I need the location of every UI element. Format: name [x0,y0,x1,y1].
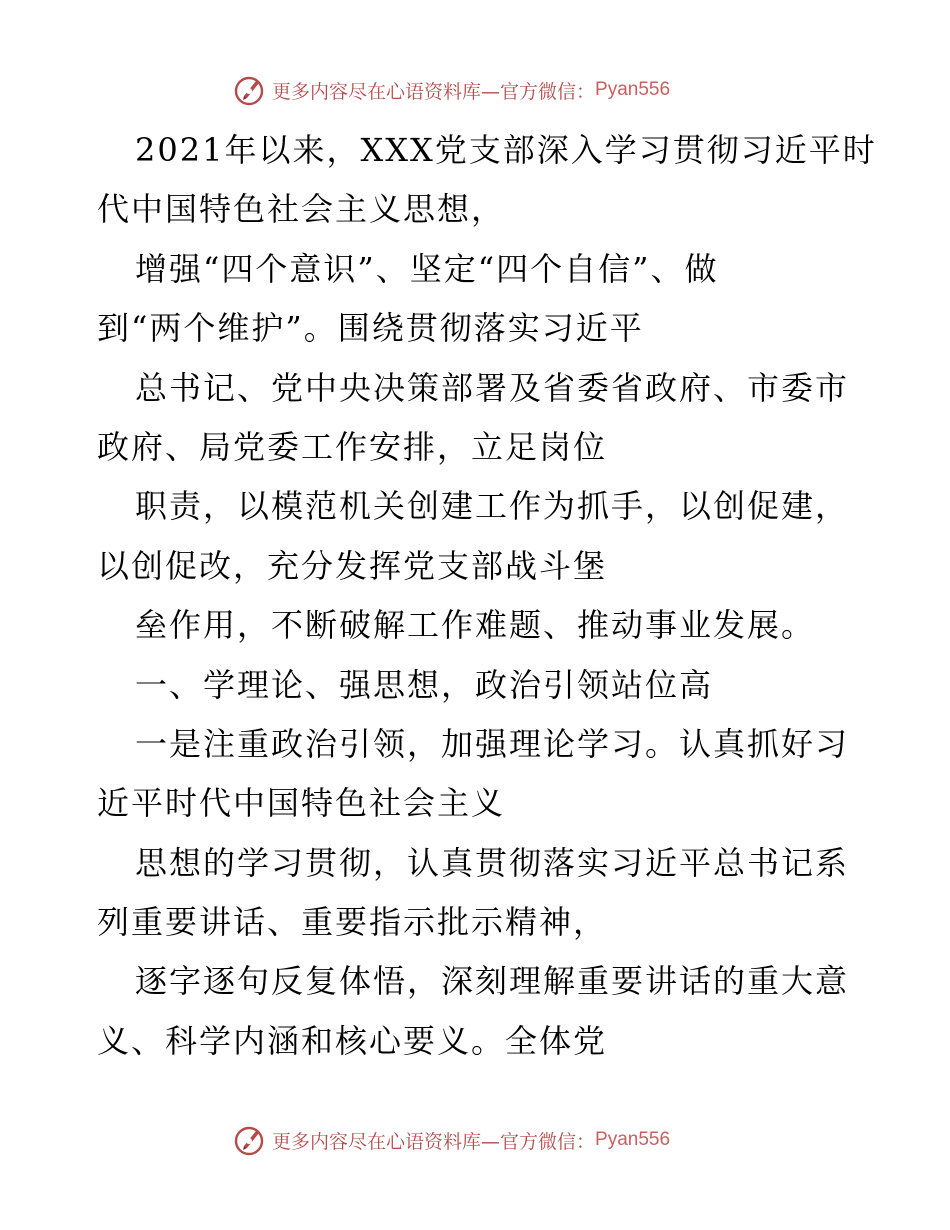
text-line: 近平时代中国特色社会主义 [97,784,506,823]
text-line: 增强“四个意识”、坚定“四个自信”、做 [135,249,719,288]
section-heading: 一、学理论、强思想，政治引领站位高 [135,665,714,704]
text-line: 逐字逐句反复体悟，深刻理解重要讲话的重大意 [135,962,850,1001]
text-line: 一是注重政治引领，加强理论学习。认真抓好习 [135,724,850,763]
text-line: 以创促改，充分发挥党支部战斗堡 [97,546,608,585]
pen-logo-icon [232,72,268,108]
text-line: 到“两个维护”。围绕贯彻落实习近平 [97,309,644,348]
text-line: 义、科学内涵和核心要义。全体党 [97,1021,608,1060]
watermark-wechat-id: Pyan556 [595,1129,671,1150]
document-body [97,121,877,1071]
text-line: 政府、局党委工作安排，立足岗位 [97,427,608,466]
watermark-wechat-id: Pyan556 [595,79,671,100]
watermark-text: 更多内容尽在心语资料库—官方微信： [272,80,596,103]
watermark-text: 更多内容尽在心语资料库—官方微信： [272,1130,596,1153]
text-line: 列重要讲话、重要指示批示精神， [97,903,608,942]
text-line: 垒作用，不断破解工作难题、推动事业发展。 [135,606,816,645]
text-line: 思想的学习贯彻，认真贯彻落实习近平总书记系 [135,843,850,882]
text-line: 职责，以模范机关创建工作为抓手，以创促建， [135,487,850,526]
footer-watermark [232,1122,670,1158]
pen-logo-icon [232,1122,268,1158]
header-watermark [232,72,670,108]
text-line: 2021年以来，XXX党支部深入学习贯彻习近平时 [135,131,877,169]
text-line: 总书记、党中央决策部署及省委省政府、市委市 [135,368,850,407]
text-line: 代中国特色社会主义思想， [97,190,506,229]
